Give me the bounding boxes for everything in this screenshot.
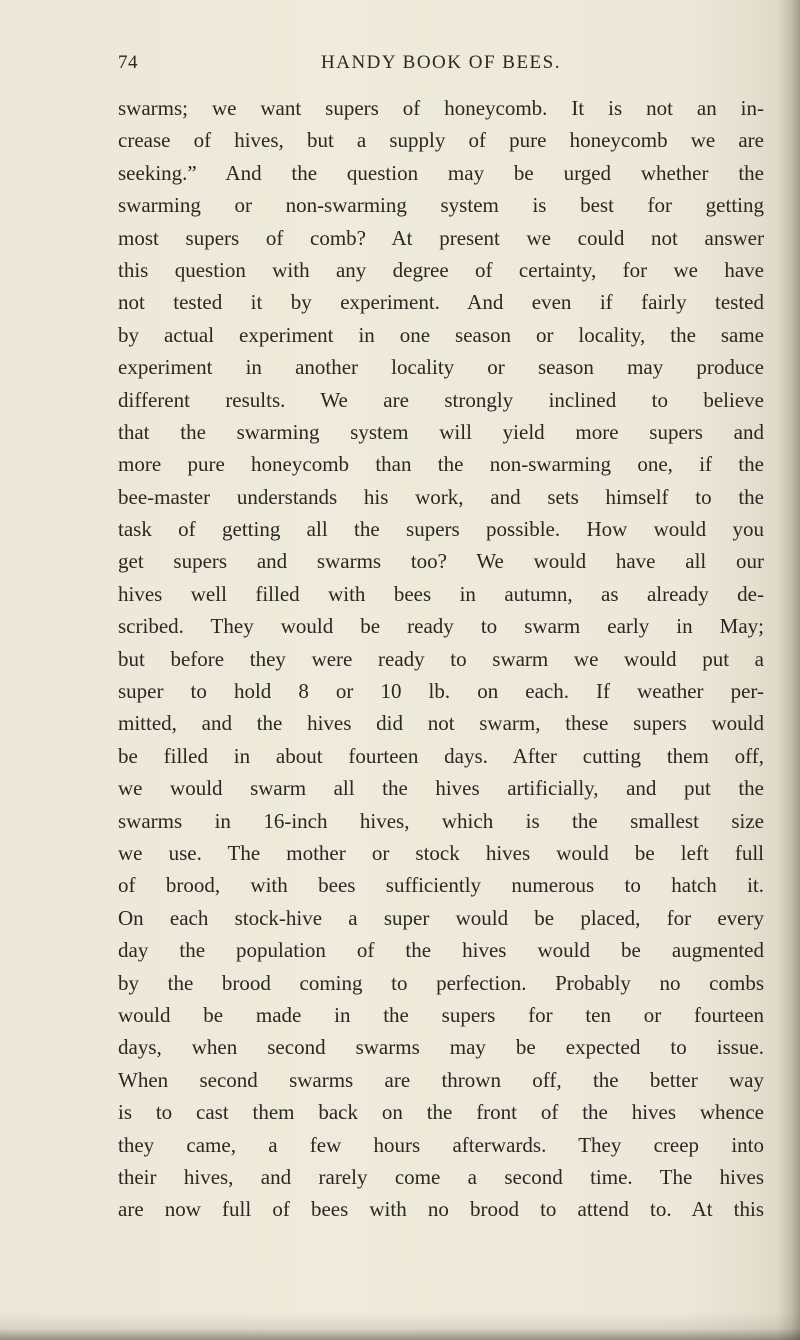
text-line: by the brood coming to perfection. Probably no combs [118,970,764,995]
text-line: get supers and swarms too? We would have all our [118,549,764,574]
body-text [118,92,764,1226]
text-line: swarms; we want supers of honeycomb. It is not an in- [118,96,764,120]
text-line: scribed. They would be ready to swarm early in May; [118,614,764,639]
text-line: is to cast them back on the front of the hives whence [118,1100,764,1125]
text-line: their hives, and rarely come a second time. The hives [118,1164,764,1189]
page-edge-shadow [778,0,800,1340]
text-line: by actual experiment in one season or locality, the same [118,322,764,347]
text-line: we would swarm all the hives artificially, and put the [118,776,764,801]
text-line: more pure honeycomb than the non-swarming one, if the [118,452,764,477]
text-line: On each stock-hive a super would be placed, for every [118,905,764,930]
text-line: they came, a few hours afterwards. They creep into [118,1132,764,1157]
text-line: are now full of bees with no brood to attend to. At this [118,1197,764,1222]
text-line: of brood, with bees sufficiently numerous to hatch it. [118,873,764,898]
text-line: mitted, and the hives did not swarm, these supers would [118,711,764,736]
text-line: days, when second swarms may be expected to issue. [118,1035,764,1060]
text-line: When second swarms are thrown off, the better way [118,1067,764,1092]
running-head: HANDY BOOK OF BEES. [321,52,561,73]
text-line: bee-master understands his work, and sets himself to the [118,484,764,509]
text-line: most supers of comb? At present we could not answer [118,225,764,250]
text-line: swarming or non-swarming system is best for getting [118,193,764,218]
page-number: 74 [118,52,138,73]
text-line: swarms in 16-inch hives, which is the smallest size [118,808,764,833]
text-line: this question with any degree of certainty, for we have [118,257,764,282]
page-header [118,52,764,82]
text-line: seeking.” And the question may be urged whether the [118,160,764,185]
text-line: day the population of the hives would be augmented [118,938,764,963]
text-line: different results. We are strongly inclined to believe [118,387,764,412]
text-line: but before they were ready to swarm we would put a [118,646,764,671]
text-line: super to hold 8 or 10 lb. on each. If weather per- [118,679,764,704]
text-line: experiment in another locality or season may produce [118,355,764,380]
text-line: crease of hives, but a supply of pure honeycomb we are [118,128,764,153]
text-line: that the swarming system will yield more supers and [118,419,764,444]
text-line: not tested it by experiment. And even if fairly tested [118,290,764,315]
text-line: task of getting all the supers possible. How would you [118,517,764,542]
page-bottom-shadow [0,1312,800,1340]
text-line: hives well filled with bees in autumn, as already de- [118,581,764,606]
text-line: would be made in the supers for ten or fourteen [118,1002,764,1027]
text-line: be filled in about fourteen days. After cutting them off, [118,743,764,768]
text-line: we use. The mother or stock hives would be left full [118,840,764,865]
